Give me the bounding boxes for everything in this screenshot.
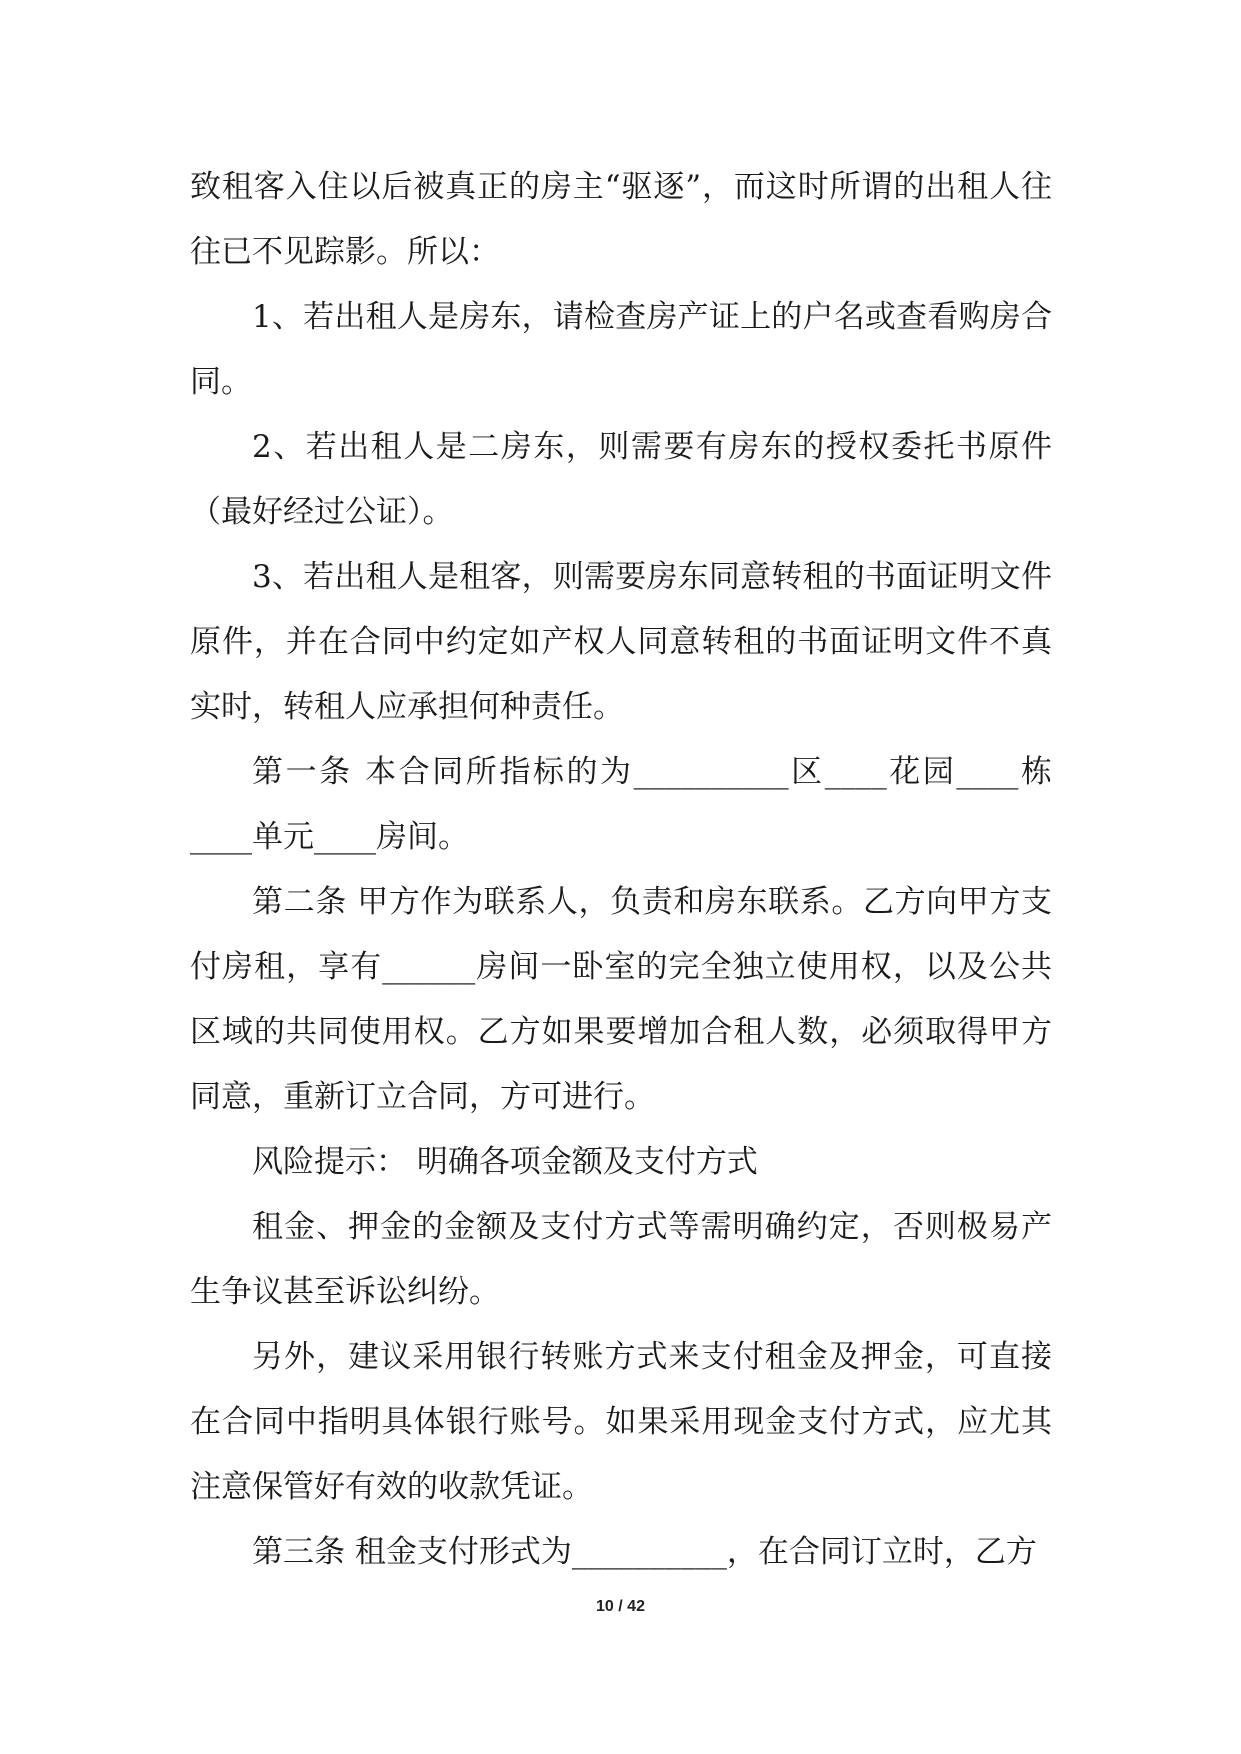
risk-tip-heading: 风险提示： 明确各项金额及支付方式 [252, 1144, 758, 1180]
paragraph-item-2: 2、若出租人是二房东，则需要有房东的授权委托书原件（最好经过公证）。 [190, 429, 1052, 530]
paragraph-continuation: 致租客入住以后被真正的房主“驱逐”，而这时所谓的出租人往往已不见踪影。所以： [190, 169, 1052, 270]
article-2: 第二条 甲方作为联系人，负责和房东联系。乙方向甲方支付房租，享有______房间一卧室的完全独立使用权，以及公共区域的共同使用权。乙方如果要增加合租人数，必须取得甲方同意，重新订立合同，方可进行。 [190, 884, 1052, 1115]
article-1: 第一条 本合同所指标的为__________区____花园____栋____单元____房间。 [190, 754, 1052, 855]
document-body [190, 155, 1052, 1585]
paragraph-item-3: 3、若出租人是租客，则需要房东同意转租的书面证明文件原件，并在合同中约定如产权人同意转租的书面证明文件不真实时，转租人应承担何种责任。 [190, 559, 1052, 725]
risk-tip-paragraph-2: 另外，建议采用银行转账方式来支付租金及押金，可直接在合同中指明具体银行账号。如果采用现金支付方式，应尤其注意保管好有效的收款凭证。 [190, 1339, 1052, 1505]
paragraph-item-1: 1、若出租人是房东，请检查房产证上的户名或查看购房合同。 [190, 299, 1052, 400]
page-number: 10 / 42 [596, 1598, 645, 1615]
article-3: 第三条 租金支付形式为__________，在合同订立时，乙方 [252, 1534, 1037, 1570]
risk-tip-paragraph-1: 租金、押金的金额及支付方式等需明确约定，否则极易产生争议甚至诉讼纠纷。 [190, 1209, 1052, 1310]
